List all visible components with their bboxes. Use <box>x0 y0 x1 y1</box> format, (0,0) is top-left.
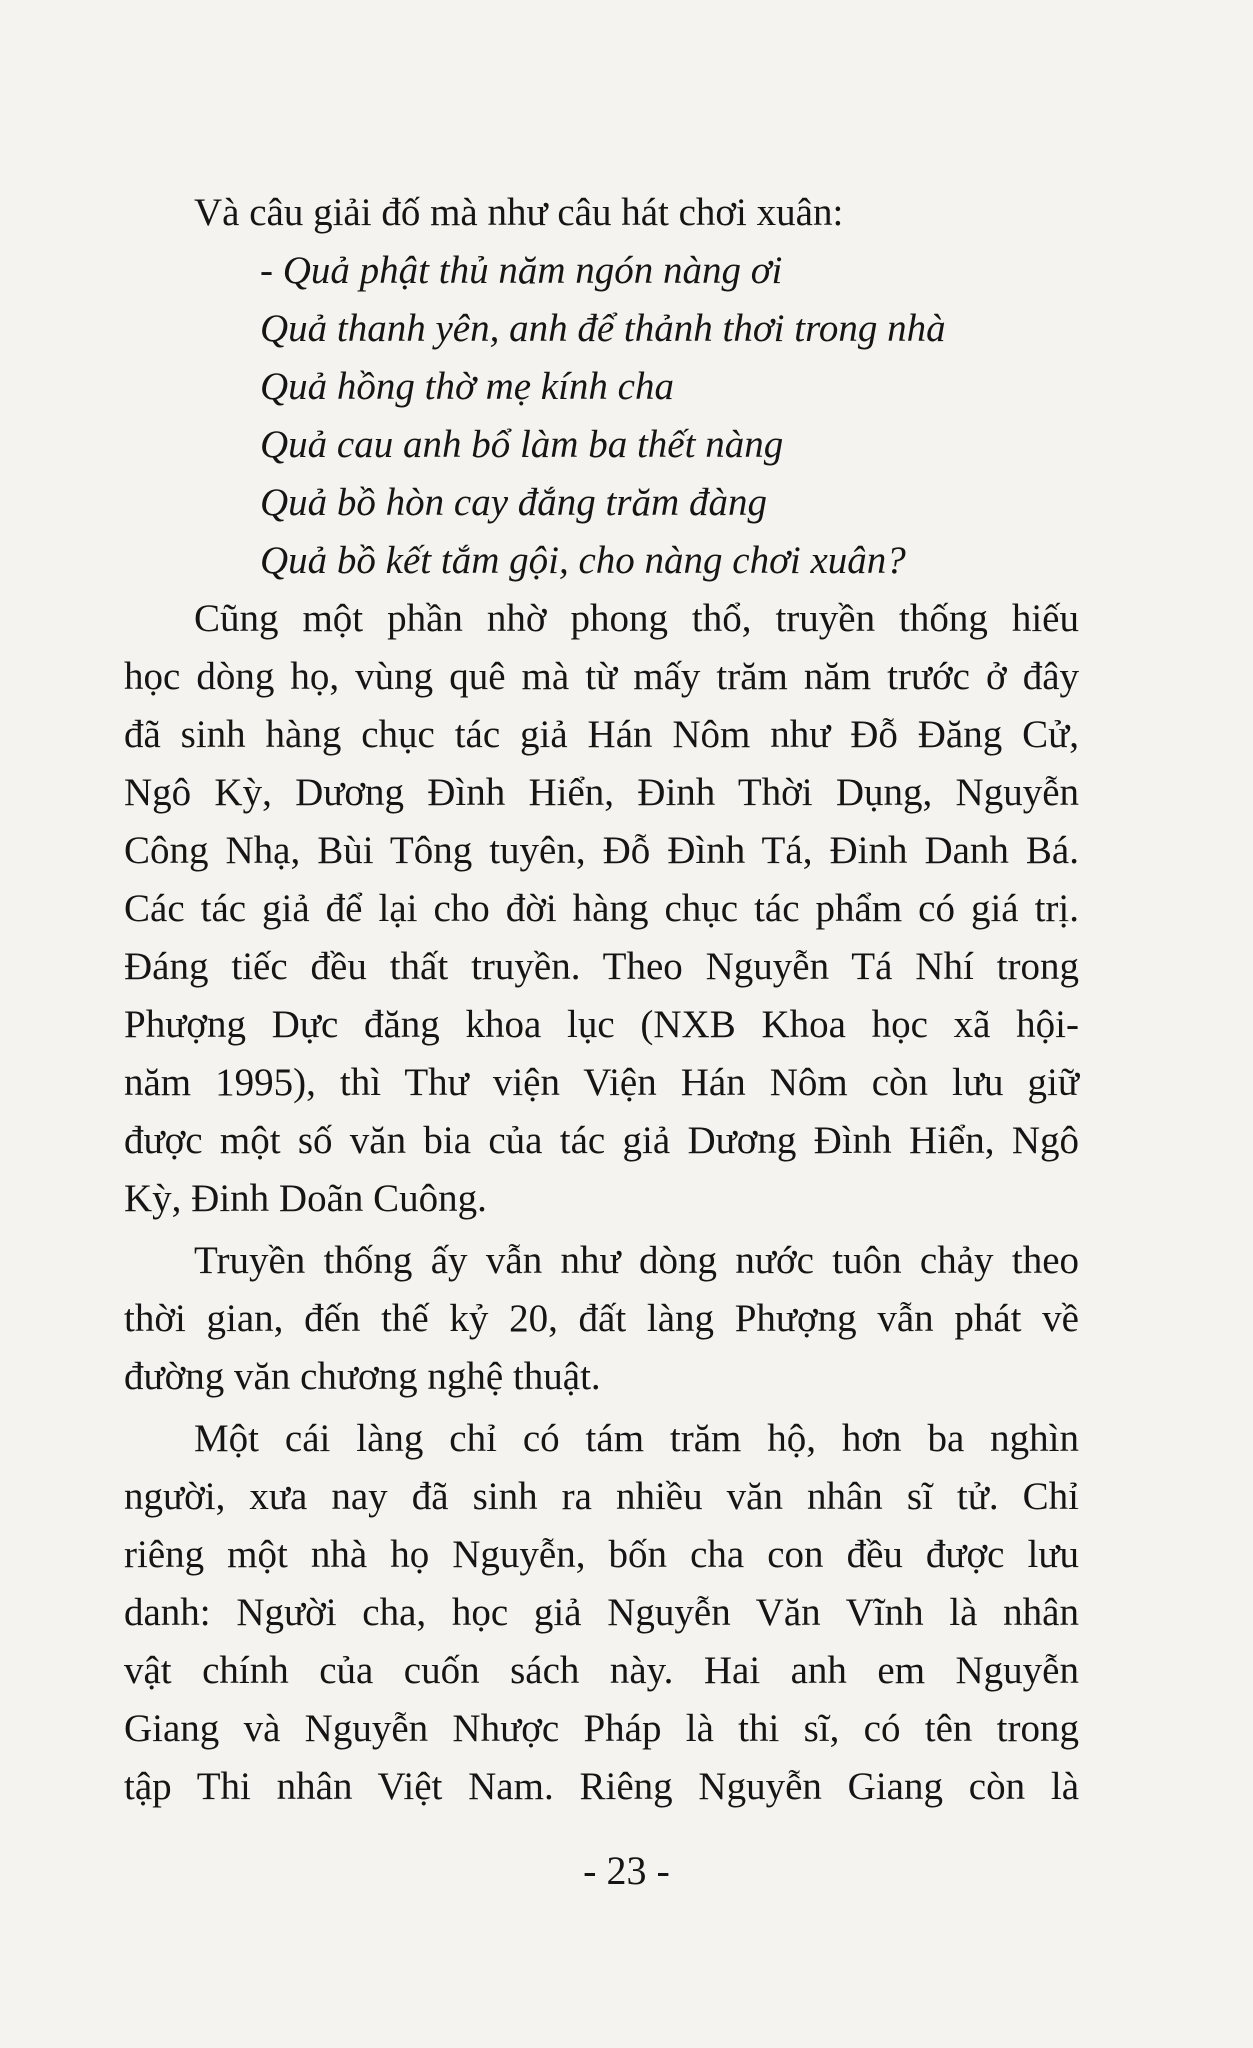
paragraph-line: vật chính của cuốn sách này. Hai anh em Nguyễn <box>124 1649 1079 1692</box>
paragraph-line: được một số văn bia của tác giả Dương Đình Hiển, Ngô <box>124 1119 1079 1162</box>
riddle-verse <box>124 242 1079 590</box>
paragraph-line: Các tác giả để lại cho đời hàng chục tác phẩm có giá trị. <box>124 887 1079 930</box>
paragraph-line: đường văn chương nghệ thuật. <box>124 1355 601 1398</box>
page-body <box>124 184 1079 1816</box>
paragraph-line: tập Thi nhân Việt Nam. Riêng Nguyễn Giang còn là <box>124 1765 1079 1808</box>
paragraph-village <box>124 1410 1079 1816</box>
verse-line: Quả hồng thờ mẹ kính cha <box>260 365 674 408</box>
paragraph-line: Kỳ, Đinh Doãn Cuông. <box>124 1177 487 1220</box>
paragraph-line: riêng một nhà họ Nguyễn, bốn cha con đều được lưu <box>124 1533 1079 1576</box>
verse-line: Quả bồ kết tắm gội, cho nàng chơi xuân? <box>260 539 906 582</box>
verse-line: Quả thanh yên, anh để thảnh thơi trong nhà <box>260 307 946 350</box>
paragraph-line: danh: Người cha, học giả Nguyễn Văn Vĩnh là nhân <box>124 1591 1079 1634</box>
verse-intro: Và câu giải đố mà như câu hát chơi xuân: <box>194 191 844 234</box>
paragraph-line: người, xưa nay đã sinh ra nhiều văn nhân sĩ tử. Chỉ <box>124 1475 1079 1518</box>
paragraph-line: Phượng Dực đăng khoa lục (NXB Khoa học xã hội- <box>124 1003 1079 1046</box>
verse-line: Quả cau anh bổ làm ba thết nàng <box>260 423 784 466</box>
paragraph-line: Cũng một phần nhờ phong thổ, truyền thống hiếu <box>194 597 1079 640</box>
paragraph-line: đã sinh hàng chục tác giả Hán Nôm như Đỗ Đăng Cử, <box>124 713 1079 756</box>
paragraph-line: Ngô Kỳ, Dương Đình Hiển, Đinh Thời Dụng, Nguyễn <box>124 771 1079 814</box>
paragraph-line: năm 1995), thì Thư viện Viện Hán Nôm còn lưu giữ <box>124 1061 1079 1104</box>
paragraph-line: thời gian, đến thế kỷ 20, đất làng Phượng vẫn phát về <box>124 1297 1079 1340</box>
paragraph-line: Truyền thống ấy vẫn như dòng nước tuôn chảy theo <box>194 1239 1079 1282</box>
paragraph-line: Một cái làng chỉ có tám trăm hộ, hơn ba nghìn <box>194 1417 1079 1460</box>
paragraph-line: Đáng tiếc đều thất truyền. Theo Nguyễn Tá Nhí trong <box>124 945 1079 988</box>
page-number: - 23 - <box>583 1848 670 1893</box>
verse-line: Quả bồ hòn cay đắng trăm đàng <box>260 481 767 524</box>
verse-line: - Quả phật thủ năm ngón nàng ơi <box>260 249 783 292</box>
paragraph-han-nom-authors <box>124 590 1079 1228</box>
paragraph-line: Công Nhạ, Bùi Tông tuyên, Đỗ Đình Tá, Đinh Danh Bá. <box>124 829 1079 872</box>
paragraph-tradition <box>124 1232 1079 1406</box>
paragraph-line: học dòng họ, vùng quê mà từ mấy trăm năm trước ở đây <box>124 655 1079 698</box>
paragraph-line: Giang và Nguyễn Nhược Pháp là thi sĩ, có tên trong <box>124 1707 1079 1750</box>
